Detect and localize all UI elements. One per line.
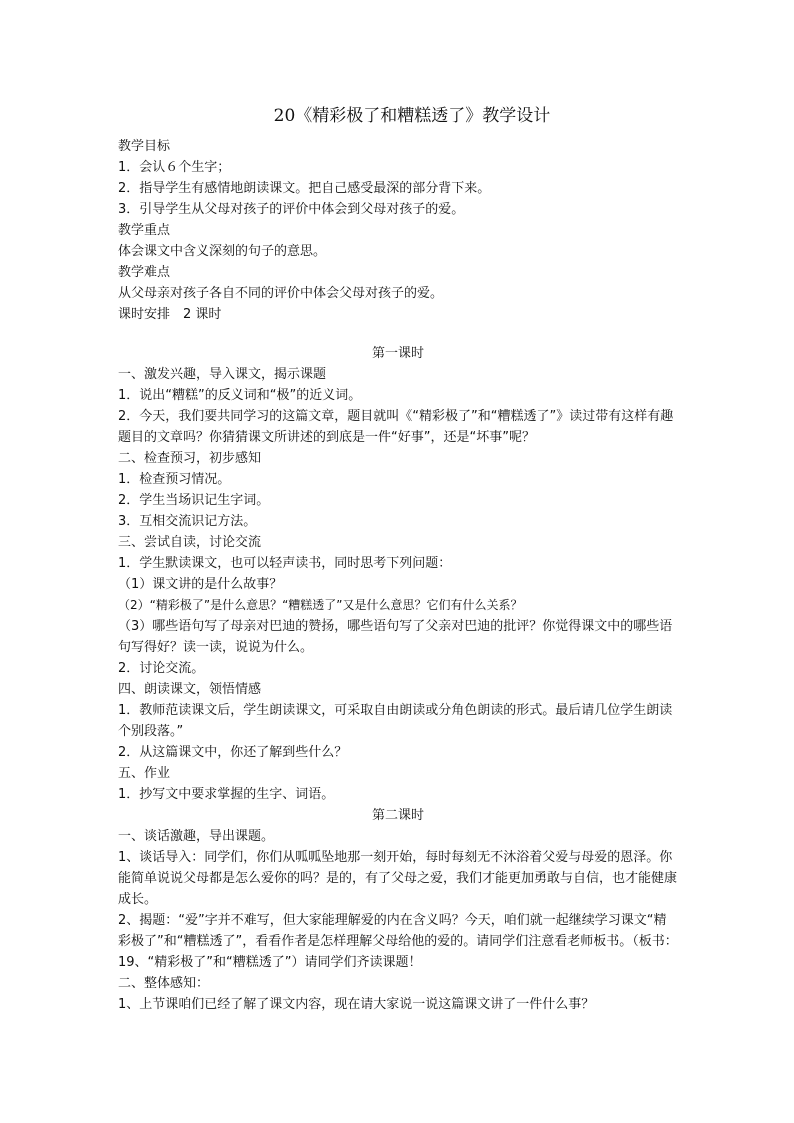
focus-text: 体会课文中含义深刻的句子的意思。 (118, 244, 327, 259)
lesson1-line: （1）课文讲的是什么故事？ (118, 577, 283, 592)
lesson1-line: 二、检查预习，初步感知 (118, 451, 262, 466)
lesson1-line: 2．从这篇课文中，你还了解到些什么？ (118, 745, 348, 760)
goal-item: 2．指导学生有感情地朗读课文。把自己感受最深的部分背下来。 (118, 181, 491, 196)
goal-item: 1．会认６个生字； (118, 160, 231, 175)
goal-item: 3．引导学生从父母对孩子的评价中体会到父母对孩子的爱。 (118, 202, 465, 217)
lesson1-line: 1．学生默读课文，也可以轻声读书，同时思考下列问题： (118, 556, 452, 571)
lesson1-line: （3）哪些语句写了母亲对巴迪的赞扬，哪些语句写了父亲对巴迪的批评？你觉得课文中的哪些语句写得好？读一读，说说为什么。 (118, 619, 673, 655)
lesson1-line: 2．讨论交流。 (118, 661, 205, 676)
lesson2-line: 1、谈话导入：同学们，你们从呱呱坠地那一刻开始，每时每刻无不沐浴着父爱与母爱的恩泽。你能简单说说父母都是怎么爱你的吗？是的，有了父母之爱，我们才能更加勇敢与自信，也才能健康成长。 (118, 850, 678, 907)
section-heading-difficulty: 教学难点 (118, 265, 171, 280)
document-page (118, 104, 678, 1015)
lesson2-heading: 第二课时 (371, 808, 424, 823)
lesson2-line: 1、上节课咱们已经了解了课文内容，现在请大家说一说这篇课文讲了一件什么事？ (118, 997, 595, 1012)
lesson2-line: 一、谈话激趣，导出课题。 (118, 829, 275, 844)
lesson1-line: 三、尝试自读，讨论交流 (118, 535, 262, 550)
lesson1-line: （2）“精彩极了”是什么意思？“糟糕透了”又是什么意思？它们有什么关系？ (118, 598, 523, 612)
document-title: 20《精彩极了和糟糕透了》教学设计 (273, 106, 551, 126)
lesson1-line: 1．教师范读课文后，学生朗读课文，可采取自由朗读或分角色朗读的形式。最后请几位学生朗读个别段落。” (118, 703, 673, 739)
lesson1-line: 1．说出“糟糕”的反义词和“极”的近义词。 (118, 388, 362, 403)
lesson2-line: 2、揭题：“爱”字并不难写，但大家能理解爱的内在含义吗？今天，咱们就一起继续学习课文“精彩极了”和“糟糕透了”，看看作者是怎样理解父母给他的爱的。请同学们注意看老师板书。（板书：19、“精彩极了”和“糟糕透了”）请同学们齐读课题！ (118, 913, 678, 970)
lesson1-line: 四、朗读课文，领悟情感 (118, 682, 262, 697)
lesson1-line: 3．互相交流识记方法。 (118, 514, 257, 529)
lesson1-line: 1．抄写文中要求掌握的生字、词语。 (118, 787, 335, 802)
section-heading-focus: 教学重点 (118, 223, 171, 238)
schedule-text: 课时安排 2 课时 (118, 307, 222, 322)
lesson2-line: 二、整体感知： (118, 976, 210, 991)
lesson1-line: 一、激发兴趣，导入课文，揭示课题 (118, 367, 327, 382)
section-heading-goals: 教学目标 (118, 139, 171, 154)
lesson1-line: 2．学生当场识记生字词。 (118, 493, 270, 508)
lesson1-line: 2．今天，我们要共同学习的这篇文章，题目就叫《“精彩极了”和“糟糕透了”》读过带有这样有趣题目的文章吗？你猜猜课文所讲述的到底是一件“好事”，还是“坏事”呢？ (118, 409, 674, 445)
lesson1-heading: 第一课时 (371, 346, 424, 361)
difficulty-text: 从父母亲对孩子各自不同的评价中体会父母对孩子的爱。 (118, 286, 444, 301)
lesson1-line: 1．检查预习情况。 (118, 472, 231, 487)
lesson1-line: 五、作业 (118, 766, 171, 781)
